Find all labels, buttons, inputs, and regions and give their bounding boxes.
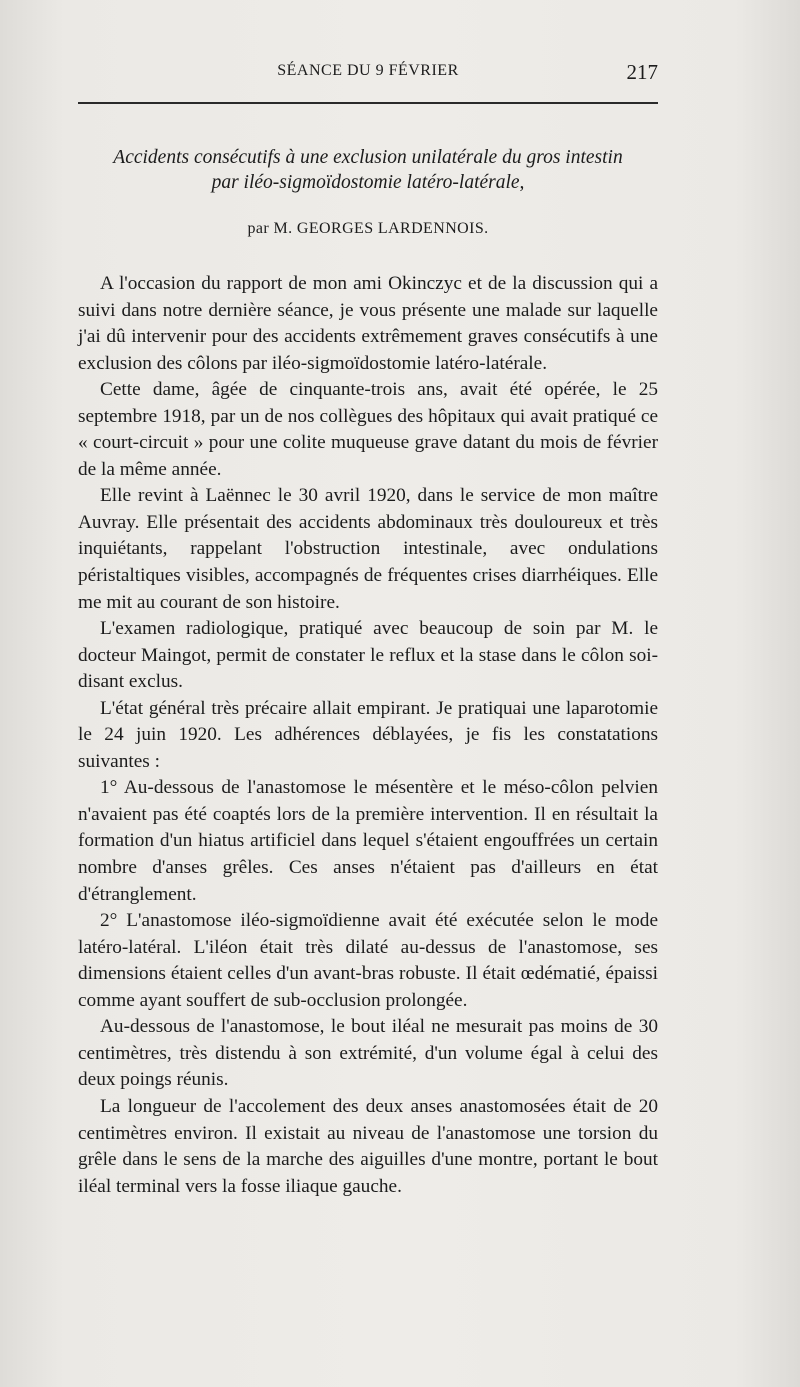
running-title: SÉANCE DU 9 FÉVRIER bbox=[277, 62, 459, 79]
paragraph: A l'occasion du rapport de mon ami Okinczyc et de la discussion qui a suivi dans notre dernière séance, je vous présente une malade sur laquelle j'ai dû intervenir pour des accidents extrêmement graves consécutifs à une exclusion des côlons par iléo-sigmoïdostomie latéro-latérale. bbox=[78, 273, 658, 374]
paragraph: Au-dessous de l'anastomose, le bout iléal ne mesurait pas moins de 30 centimètres, très distendu à son extrémité, d'un volume égal à celui des deux poings réunis. bbox=[78, 1016, 658, 1091]
paragraph: L'état général très précaire allait empirant. Je pratiquai une laparotomie le 24 juin 1920. Les adhérences déblayées, je fis les constatations suivantes : bbox=[78, 697, 658, 772]
paragraph: 1° Au-dessous de l'anastomose le mésentère et le méso-côlon pelvien n'avaient pas été coaptés lors de la première intervention. Il en résultait la formation d'un hiatus artificiel dans lequel s'étaient engouffrées un certain nombre d'anses grêles. Ces anses n'étaient pas d'ailleurs en état d'étranglement. bbox=[78, 777, 658, 905]
page-number: 217 bbox=[626, 60, 658, 84]
article-body bbox=[78, 271, 658, 1200]
article-title-line-1: Accidents consécutifs à une exclusion unilatérale du gros intestin bbox=[113, 147, 623, 168]
article-title-line-2: par iléo-sigmoïdostomie latéro-latérale, bbox=[211, 172, 525, 193]
paragraph: 2° L'anastomose iléo-sigmoïdienne avait été exécutée selon le mode latéro-latéral. L'iléon était très dilaté au-dessus de l'anastomose, ses dimensions étaient celles d'un avant-bras robuste. Il était œdématié, épaissi comme ayant souffert de sub-occlusion prolongée. bbox=[78, 910, 658, 1011]
article-title bbox=[78, 145, 658, 195]
paragraph: La longueur de l'accolement des deux anses anastomosées était de 20 centimètres environ. Il existait au niveau de l'anastomose une torsion du grêle dans le sens de la marche des aiguilles d'une montre, portant le bout iléal terminal vers la fosse iliaque gauche. bbox=[78, 1095, 658, 1197]
paragraph: L'examen radiologique, pratiqué avec beaucoup de soin par M. le docteur Maingot, permit de constater le reflux et la stase dans le côlon soi-disant exclus. bbox=[78, 618, 658, 693]
byline: par M. GEORGES LARDENNOIS. bbox=[247, 220, 489, 237]
paragraph: Cette dame, âgée de cinquante-trois ans, avait été opérée, le 25 septembre 1918, par un de nos collègues des hôpitaux qui avait pratiqué ce « court-circuit » pour une colite muqueuse grave datant du mois de février de la même année. bbox=[78, 379, 658, 480]
paragraph: Elle revint à Laënnec le 30 avril 1920, dans le service de mon maître Auvray. Elle présentait des accidents abdominaux très douloureux et très inquiétants, rappelant l'obstruction intestinale, avec ondulations péristaltiques visibles, accompagnés de fréquentes crises diarrhéiques. Elle me mit au courant de son histoire. bbox=[78, 485, 658, 613]
running-head bbox=[78, 62, 658, 86]
header-rule bbox=[78, 102, 658, 104]
